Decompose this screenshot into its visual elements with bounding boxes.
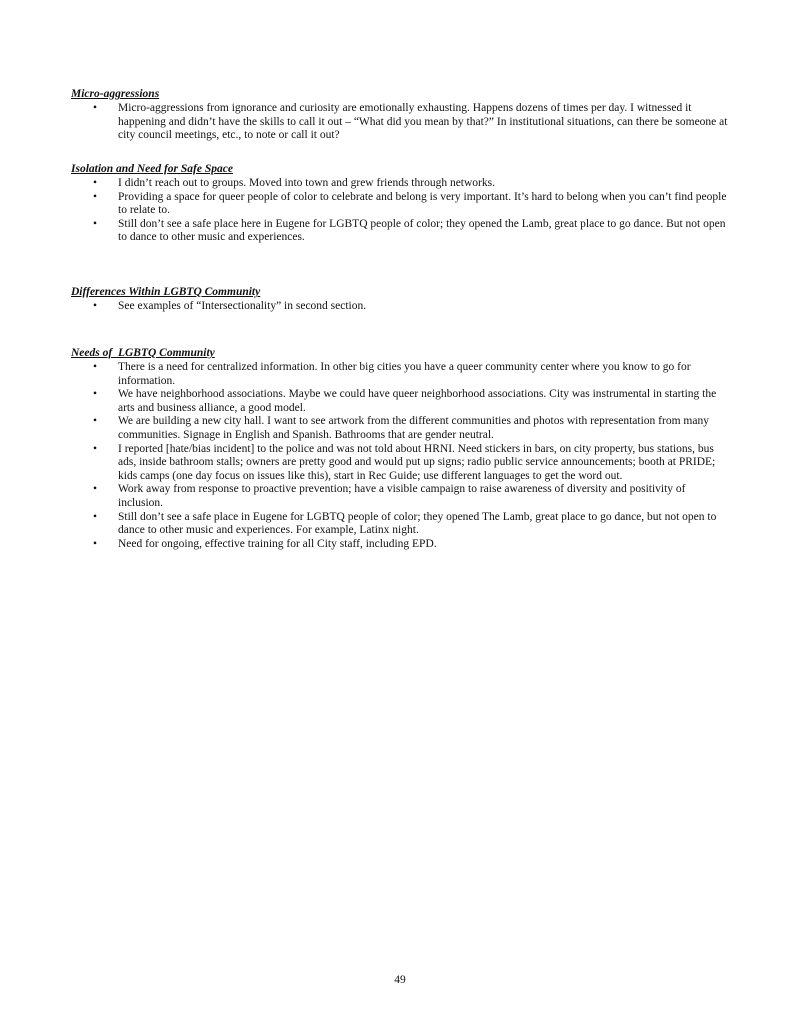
section-differences-within-community [71, 285, 731, 314]
list-item [71, 218, 731, 245]
list-item [71, 300, 731, 314]
bullet-list [71, 300, 731, 314]
list-item [71, 483, 731, 510]
bullet-icon: • [93, 510, 98, 523]
list-item-text: There is a need for centralized information. In other big cities you have a queer community center where you know to go for information. [118, 361, 691, 387]
section-heading: Differences Within LGBTQ Community [71, 286, 261, 298]
section-needs-of-community [71, 346, 731, 551]
section-heading: Micro-aggressions [71, 88, 160, 100]
bullet-icon: • [93, 442, 98, 455]
list-item [71, 415, 731, 442]
page-number: 49 [394, 974, 406, 986]
bullet-icon: • [93, 537, 98, 550]
bullet-icon: • [93, 361, 98, 373]
list-item [71, 102, 731, 143]
bullet-icon: • [93, 177, 98, 189]
bullet-list [71, 102, 731, 143]
list-item-text: Still don’t see a safe place in Eugene for LGBTQ people of color; they opened The Lamb, great place to go dance, but not open to dance to other music and experiences. For example, Latinx night. [118, 510, 717, 537]
list-item [71, 361, 731, 388]
list-item-text: Micro-aggressions from ignorance and curiosity are emotionally exhausting. Happens dozens of times per day. I witnessed it happening and didn’t have the skills to call it out – “What did you mean by that?” In institutional situations, can there be someone at city council meetings, etc., to note or call it out? [118, 102, 728, 142]
section-isolation-safe-space [71, 162, 731, 245]
bullet-icon: • [93, 102, 98, 114]
list-item [71, 388, 731, 415]
list-item-text: See examples of “Intersectionality” in second section. [118, 300, 367, 312]
list-item [71, 443, 731, 484]
section-heading: Isolation and Need for Safe Space [71, 163, 233, 175]
list-item-text: Providing a space for queer people of color to celebrate and belong is very important. It’s hard to belong when you can’t find people to relate to. [118, 190, 727, 217]
list-item [71, 511, 731, 538]
list-item-text: Need for ongoing, effective training for all City staff, including EPD. [118, 537, 437, 550]
bullet-icon: • [93, 190, 98, 203]
bullet-list [71, 177, 731, 245]
bullet-icon: • [93, 483, 98, 496]
section-heading: Needs of LGBTQ Community [71, 347, 215, 359]
list-item [71, 191, 731, 218]
bullet-icon: • [93, 415, 98, 428]
bullet-icon: • [93, 300, 98, 312]
bullet-icon: • [93, 217, 98, 230]
list-item-text: Still don’t see a safe place here in Eugene for LGBTQ people of color; they opened the Lamb, great place to go dance. But not open to dance to other music and experiences. [118, 217, 726, 244]
section-micro-aggressions [71, 87, 731, 143]
bullet-list [71, 361, 731, 551]
list-item [71, 538, 731, 552]
list-item-text: I reported [hate/bias incident] to the police and was not told about HRNI. Need stickers in bars, on city property, bus stations, bus ads, inside bathroom stalls; owners are pretty good and would put up signs; radio public service announcements; booth at PRIDE; kids camps (one day focus on issues like this), start in Rec Guide; use different languages to get the word out. [118, 442, 716, 482]
bullet-icon: • [93, 388, 98, 401]
list-item-text: Work away from response to proactive prevention; have a visible campaign to raise awareness of diversity and positivity of inclusion. [118, 483, 686, 509]
list-item [71, 177, 731, 191]
list-item-text: We have neighborhood associations. Maybe we could have queer neighborhood associations. City was instrumental in starting the arts and business alliance, a good model. [118, 388, 717, 414]
list-item-text: We are building a new city hall. I want to see artwork from the different communities and photos with representation from many communities. Signage in English and Spanish. Bathrooms that are gender neutral. [118, 415, 709, 441]
list-item-text: I didn’t reach out to groups. Moved into town and grew friends through networks. [118, 177, 495, 189]
